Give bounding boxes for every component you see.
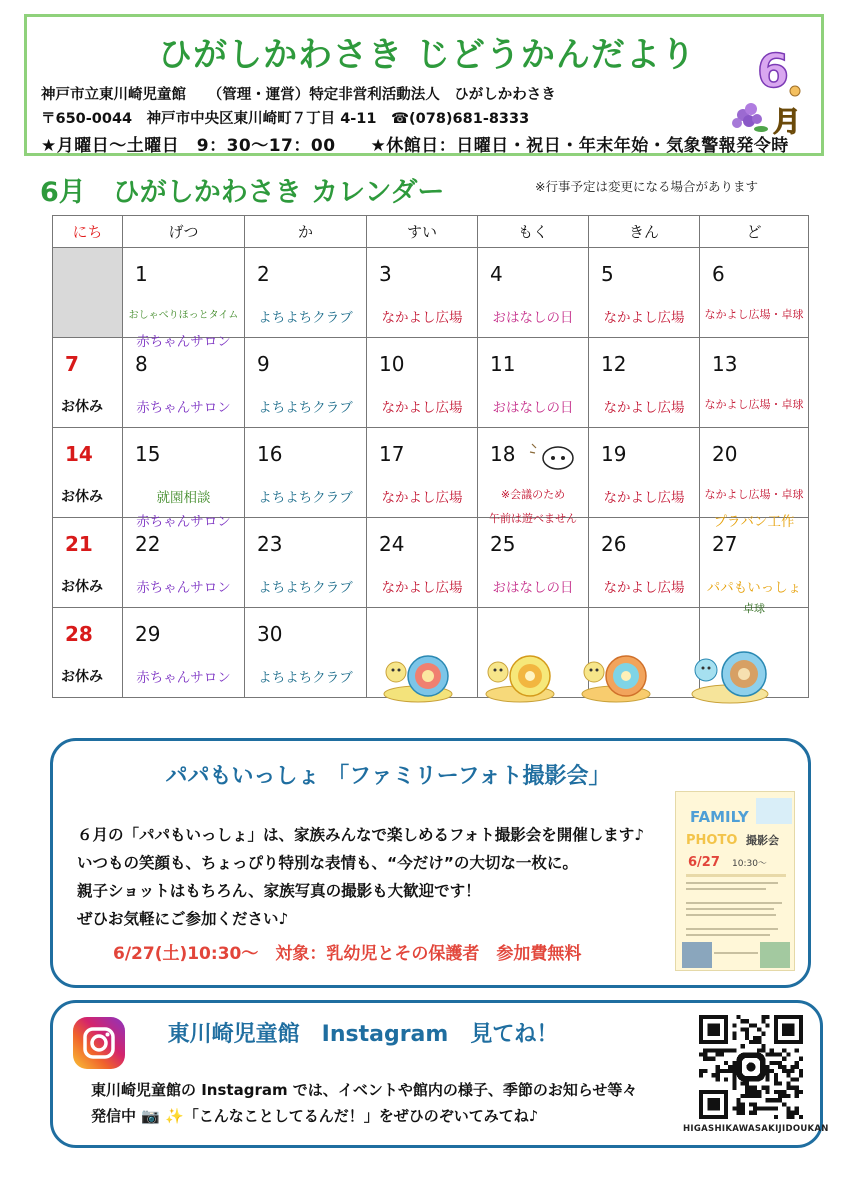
address-line: 〒650-0044 神戸市中央区東川崎町７丁目 4-11 ☎(078)681-8333 (41, 111, 530, 127)
day-number: 17 (379, 442, 405, 466)
calendar-day-cell (700, 248, 809, 338)
hours-line: ★月曜日～土曜日 9：30～17：00 ★休館日：日曜日・祝日・年末年始・気象警報発令時 (41, 136, 789, 156)
instagram-text-line: 発信中 📷 ✨「こんなことしてるんだ！」をぜひのぞいてみてね♪ (91, 1107, 539, 1125)
calendar-day-cell (589, 338, 700, 428)
day-number: 22 (135, 532, 161, 556)
event-label: よちよちクラブ (258, 400, 353, 416)
instagram-box (50, 1000, 829, 1148)
flyer-word-family: FAMILY (690, 808, 749, 826)
day-number: 29 (135, 622, 161, 646)
day-number: 1 (135, 262, 148, 286)
instagram-qr-code[interactable] (699, 1015, 803, 1119)
event-label: なかよし広場 (381, 310, 463, 326)
event-label: なかよし広場 (381, 490, 463, 506)
event-label: 赤ちゃんサロン (136, 400, 231, 416)
day-number: 7 (65, 352, 79, 376)
papa-event-title: パパもいっしょ 「ファミリーフォト撮影会」 (165, 764, 611, 789)
day-number: 20 (712, 442, 738, 466)
day-number: 23 (257, 532, 283, 556)
papa-text-line: いつもの笑顔も、ちょっぴり特別な表情も、“今だけ”の大切な一枚に。 (77, 854, 578, 872)
newsletter-header (24, 14, 824, 156)
snail-icon (692, 652, 768, 703)
day-number: 18 (490, 442, 516, 466)
qr-caption: HIGASHIKAWASAKIJIDOUKAN (683, 1124, 829, 1134)
flyer-date: 6/27 (688, 855, 720, 870)
calendar-day-cell (478, 248, 589, 338)
day-number: 15 (135, 442, 161, 466)
event-label: 赤ちゃんサロン (136, 334, 231, 350)
event-label: なかよし広場 (381, 580, 463, 596)
calendar-day-cell (478, 518, 589, 608)
papa-event-box (50, 738, 811, 988)
papa-event-info: 6/27(土)10:30～ 対象：乳幼児とその保護者 参加費無料 (113, 944, 582, 964)
calendar-day-cell (589, 428, 700, 518)
weekday-fri: きん (589, 216, 700, 248)
closed-label: お休み (61, 399, 103, 415)
day-number: 13 (712, 352, 738, 376)
day-number: 9 (257, 352, 270, 376)
day-number: 11 (490, 352, 516, 376)
papa-text-line: 親子ショットはもちろん、家族写真の撮影も大歓迎です！ (77, 882, 481, 900)
closed-label: お休み (61, 669, 103, 685)
day-number: 14 (65, 442, 93, 466)
event-label: 赤ちゃんサロン (136, 580, 231, 596)
event-label: ※会議のため (500, 488, 566, 501)
calendar-blank-cell (53, 248, 123, 338)
calendar-day-cell (478, 338, 589, 428)
snail-icon (486, 656, 554, 702)
calendar-day-cell (700, 428, 809, 530)
day-number: 5 (601, 262, 614, 286)
event-label: よちよちクラブ (258, 580, 353, 596)
event-calendar (52, 215, 809, 698)
day-number: 27 (712, 532, 738, 556)
calendar-day-cell (245, 608, 367, 698)
snail-icon (384, 656, 452, 702)
calendar-day-cell (245, 248, 367, 338)
calendar-day-cell (53, 338, 123, 428)
event-label: 卓球 (743, 602, 765, 615)
calendar-day-cell (123, 248, 245, 350)
svg-text:6: 6 (757, 44, 790, 98)
event-label: なかよし広場 (603, 310, 685, 326)
day-number: 2 (257, 262, 270, 286)
event-label: よちよちクラブ (258, 670, 353, 686)
day-number: 12 (601, 352, 627, 376)
event-label: なかよし広場・卓球 (704, 398, 804, 411)
day-number: 16 (257, 442, 283, 466)
family-photo-flyer (675, 791, 795, 971)
calendar-day-cell (123, 428, 245, 530)
organization-line: 神戸市立東川崎児童館 （管理・運営）特定非営利活動法人 ひがしかわさき (41, 87, 556, 103)
calendar-day-cell (367, 428, 478, 518)
event-label: なかよし広場 (603, 580, 685, 596)
calendar-day-cell (700, 518, 809, 615)
calendar-week-row (53, 518, 809, 608)
weekday-mon: げつ (123, 216, 245, 248)
event-label: なかよし広場・卓球 (704, 488, 804, 501)
calendar-day-cell (53, 428, 123, 518)
event-label: よちよちクラブ (258, 310, 353, 326)
event-label: プラバン工作 (713, 514, 795, 530)
calendar-day-cell (589, 518, 700, 608)
closed-label: お休み (61, 489, 103, 505)
event-label: なかよし広場 (603, 490, 685, 506)
day-number: 21 (65, 532, 93, 556)
calendar-day-cell (123, 608, 245, 698)
day-number: 26 (601, 532, 627, 556)
calendar-note: ※行事予定は変更になる場合があります (535, 179, 758, 194)
event-label: なかよし広場 (603, 400, 685, 416)
weekday-tue: か (245, 216, 367, 248)
event-label: おはなしの日 (492, 310, 574, 326)
calendar-day-cell (245, 338, 367, 428)
instagram-title: 東川崎児童館 Instagram 見てね！ (167, 1022, 559, 1047)
flyer-word-satsueikai: 撮影会 (746, 834, 779, 847)
day-number: 25 (490, 532, 516, 556)
day-number: 3 (379, 262, 392, 286)
day-number: 8 (135, 352, 148, 376)
calendar-day-cell (589, 248, 700, 338)
event-label: 就園相談 (156, 490, 211, 506)
day-number: 6 (712, 262, 725, 286)
snail-icon (582, 656, 650, 702)
calendar-day-cell (245, 428, 367, 518)
event-label: 赤ちゃんサロン (136, 670, 231, 686)
day-number: 4 (490, 262, 503, 286)
calendar-day-cell (367, 518, 478, 608)
calendar-week-row (53, 428, 809, 518)
event-label: おしゃべりほっとタイム (128, 310, 239, 321)
event-label: 午前は遊べません (489, 512, 577, 525)
calendar-day-cell (478, 428, 589, 525)
papa-text-line: ぜひお気軽にご参加ください♪ (77, 910, 289, 928)
sorry-sticker-icon (526, 436, 576, 472)
calendar-day-cell (123, 518, 245, 608)
event-label: なかよし広場 (381, 400, 463, 416)
day-number: 28 (65, 622, 93, 646)
event-label: 赤ちゃんサロン (136, 514, 231, 530)
flyer-time: 10:30～ (732, 859, 767, 869)
day-number: 24 (379, 532, 405, 556)
calendar-week-row (53, 248, 809, 338)
event-label: パパもいっしょ (706, 580, 802, 596)
weekday-sat: ど (700, 216, 809, 248)
calendar-week-row (53, 338, 809, 428)
calendar-day-cell (367, 248, 478, 338)
weekday-sun: にち (53, 216, 123, 248)
calendar-day-cell (245, 518, 367, 608)
hydrangea-icon (732, 103, 768, 132)
instagram-text-line: 東川崎児童館の Instagram では、イベントや館内の様子、季節のお知らせ等々 (91, 1081, 638, 1099)
closed-label: お休み (61, 579, 103, 595)
weekday-thu: もく (478, 216, 589, 248)
event-label: おはなしの日 (492, 400, 574, 416)
day-number: 10 (379, 352, 405, 376)
papa-text-line: ６月の「パパもいっしょ」は、家族みんなで楽しめるフォト撮影会を開催します♪ (77, 826, 645, 844)
calendar-day-cell (123, 338, 245, 428)
calendar-day-cell (700, 338, 809, 428)
weekday-wed: すい (367, 216, 478, 248)
calendar-day-cell (53, 608, 123, 698)
event-label: おはなしの日 (492, 580, 574, 596)
event-label: よちよちクラブ (258, 490, 353, 506)
calendar-day-cell (53, 518, 123, 608)
day-number: 19 (601, 442, 627, 466)
june-badge-illustration (729, 39, 809, 139)
newsletter-title: ひがしかわさき じどうかんだより (158, 35, 696, 75)
calendar-day-cell (367, 338, 478, 428)
weekday-header-row (53, 216, 809, 248)
flyer-word-photo: PHOTO (686, 833, 738, 848)
event-label: なかよし広場・卓球 (704, 308, 804, 321)
day-number: 30 (257, 622, 283, 646)
calendar-heading: 6月 ひがしかわさき カレンダー (40, 177, 445, 208)
snail-illustrations (372, 644, 808, 708)
svg-text:月: 月 (773, 105, 802, 138)
